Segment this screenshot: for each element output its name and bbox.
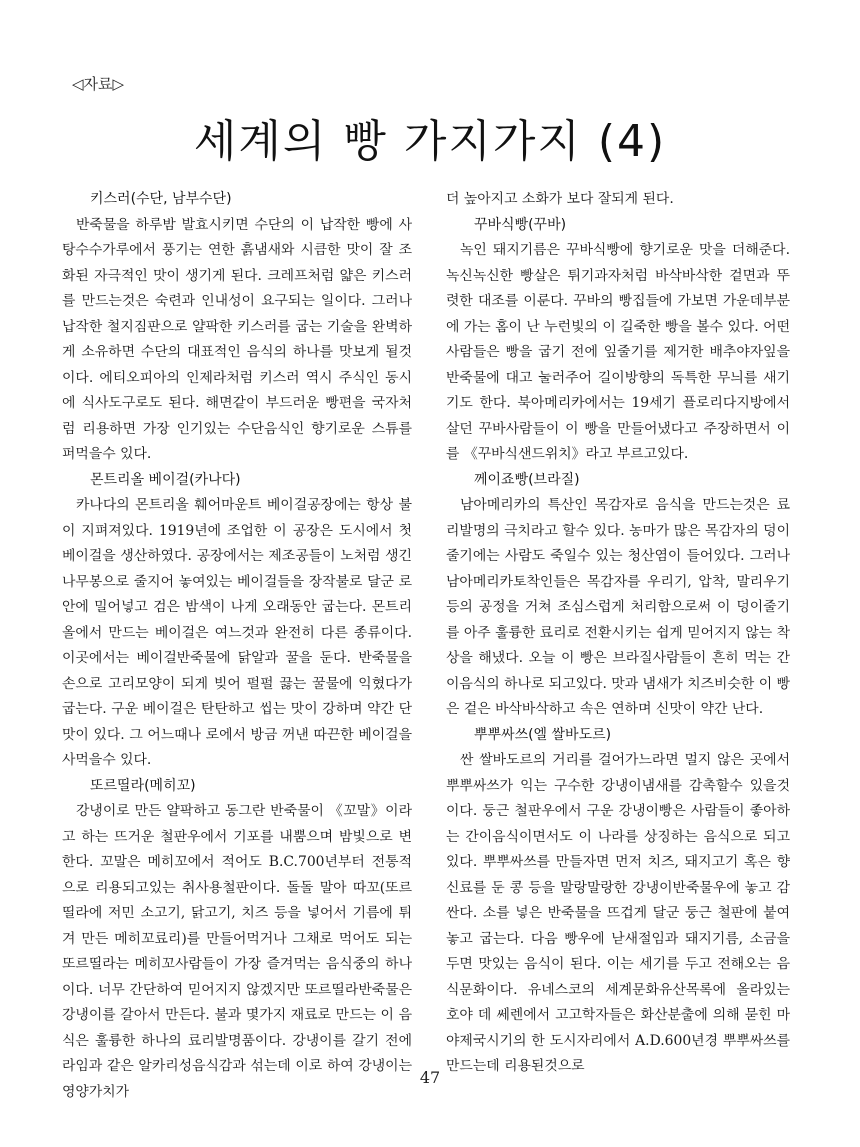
paragraph-kisra: 반죽물을 하루밤 발효시키면 수단의 이 납작한 빵에 사탕수수가루에서 풍기는 연한 흙냄새와 시큼한 맛이 잘 조화된 자극적인 맛이 생기게 된다. 크레프처럼 얇은 키스러를 만드는것은 숙련과 인내성이 요구되는 일이다. 그러나 납작한 철지짐판으로 얄팍한 키스러를 굽는 기술을 완벽하게 소유하면 수단의 대표적인 음식의 하나를 맛보게 될것이다. 에티오피아의 인제라처럼 키스러 역시 주식인 동시에 식사도구로도 된다. 해면같이 부드러운 빵편을 국자처럼 리용하면 가장 인기있는 수단음식인 향기로운 스튜를 퍼먹을수 있다. (62, 216, 412, 462)
heading-kisra: 키스러(수단, 남부수단) (90, 191, 232, 207)
left-column (62, 187, 412, 1105)
page-title: 세계의 빵 가지가지 (4) (193, 116, 667, 167)
paragraph-tortilla-continued: 더 높아지고 소화가 보다 잘되게 된다. (446, 191, 674, 207)
section-label: ◁자료▷ (72, 75, 125, 93)
heading-montreal-bagel: 몬트리올 베이걸(카나다) (90, 471, 241, 488)
paragraph-tortilla: 강냉이로 만든 얄팍하고 동그란 반죽물이 《꼬말》이라고 하는 뜨거운 철판우에서 기포를 내뿜으며 밤빛으로 변한다. 꼬말은 메히꼬에서 적어도 B.C.700년부터 전통적으로 리용되고있는 취사용철판이다. 돌돌 말아 따꼬(또르띨라에 저민 소고기, 닭고기, 치즈 등을 넣어서 기름에 튀겨 만든 메히꼬료리)를 만들어먹거나 그채로 먹어도 되는 또르띨라는 메히꼬사람들이 가장 즐겨먹는 음식중의 하나이다. 너무 간단하여 믿어지지 않겠지만 또르띨라반죽물은 강냉이를 갈아서 만든다. 불과 몇가지 재료로 만드는 이 음식은 훌륭한 하나의 료리발명품이다. 강냉이를 갈기 전에 라임과 같은 알카리성음식감과 섞는데 이로 하여 강냉이는 영양가치가 (62, 803, 412, 1100)
paragraph-pupusas: 싼 쌀바도르의 거리를 걸어가느라면 멀지 않은 곳에서 뿌뿌싸쓰가 익는 구수한 강냉이냄새를 감촉할수 있을것이다. 둥근 철판우에서 구운 강냉이빵은 사람들이 좋아하는 간이음식이면서도 이 나라를 상징하는 음식으로 되고있다. 뿌뿌싸쓰를 만들자면 먼저 치즈, 돼지고기 혹은 향신료를 둔 콩 등을 말랑말랑한 강냉이반죽물우에 놓고 감싼다. 소를 넣은 반죽물을 뜨겁게 달군 둥근 철판에 붙여놓고 굽는다. 다음 빵우에 낟새절임과 돼지기름, 소금을 두면 맛있는 음식이 된다. 이는 세기를 두고 전해오는 음식문화이다. 유네스코의 세계문화유산목록에 올라있는 호야 데 쎄렌에서 고고학자들은 화산분출에 의해 묻힌 마야제국시기의 한 도시자리에서 A.D.600년경 뿌뿌싸쓰를 만드는데 리용된것으로 (446, 752, 790, 1074)
heading-pao-de-queijo: 께이죠빵(브라질) (474, 471, 580, 488)
right-column (446, 187, 790, 1080)
page-number: 47 (419, 1068, 441, 1087)
heading-tortilla: 또르띨라(메히꼬) (90, 777, 196, 794)
paragraph-montreal-bagel: 카나다의 몬트리올 훼어마운트 베이걸공장에는 항상 불이 지펴져있다. 1919년에 조업한 이 공장은 도시에서 첫 베이걸을 생산하였다. 공장에서는 제조공들이 노처럼 생긴 나무봉으로 줄지어 놓여있는 베이걸들을 장작불로 달군 로안에 밀어넣고 검은 밤색이 나게 오래동안 굽는다. 몬트리올에서 만드는 베이걸은 여느것과 완전히 다른 종류이다. 이곳에서는 베이걸반죽물에 닭알과 꿀을 둔다. 반죽물을 손으로 고리모양이 되게 빚어 펄펄 끓는 꿀물에 익혔다가 굽는다. 구운 베이걸은 탄탄하고 씹는 맛이 강하며 약간 단맛이 있다. 그 어느때나 로에서 방금 꺼낸 따끈한 베이걸을 사먹을수 있다. (62, 497, 412, 768)
heading-pupusas: 뿌뿌싸쓰(엘 쌀바도르) (474, 726, 612, 743)
heading-cuban-bread: 꾸바식빵(꾸바) (474, 216, 567, 233)
paragraph-pao-de-queijo: 남아메리카의 특산인 목감자로 음식을 만드는것은 료리발명의 극치라고 할수 있다. 농마가 많은 목감자의 덩이줄기에는 사람도 죽일수 있는 청산염이 들어있다. 그러나 남아메리카토착인들은 목감자를 우리기, 압착, 말리우기 등의 공정을 거쳐 조심스럽게 처리함으로써 이 덩이줄기를 아주 훌륭한 료리로 전환시키는 쉽게 믿어지지 않는 착상을 해냈다. 오늘 이 빵은 브라질사람들이 흔히 먹는 간이음식의 하나로 되고있다. 맛과 냄새가 치즈비슷한 이 빵은 겉은 바삭바삭하고 속은 연하며 신맛이 약간 난다. (446, 497, 790, 717)
paragraph-cuban-bread: 녹인 돼지기름은 꾸바식빵에 향기로운 맛을 더해준다. 녹신녹신한 빵살은 튀기과자처럼 바삭바삭한 겉면과 뚜렷한 대조를 이룬다. 꾸바의 빵집들에 가보면 가운데부분에 가는 홈이 난 누런빛의 이 길죽한 빵을 볼수 있다. 어떤 사람들은 빵을 굽기 전에 잎줄기를 제거한 배추야자잎을 반죽물에 대고 눌러주어 길이방향의 독특한 무늬를 새기기도 한다. 북아메리카에서는 19세기 플로리다지방에서 살던 꾸바사람들이 이 빵을 만들어냈다고 주장하면서 이를 《꾸바식샌드위치》라고 부르고있다. (446, 242, 790, 462)
